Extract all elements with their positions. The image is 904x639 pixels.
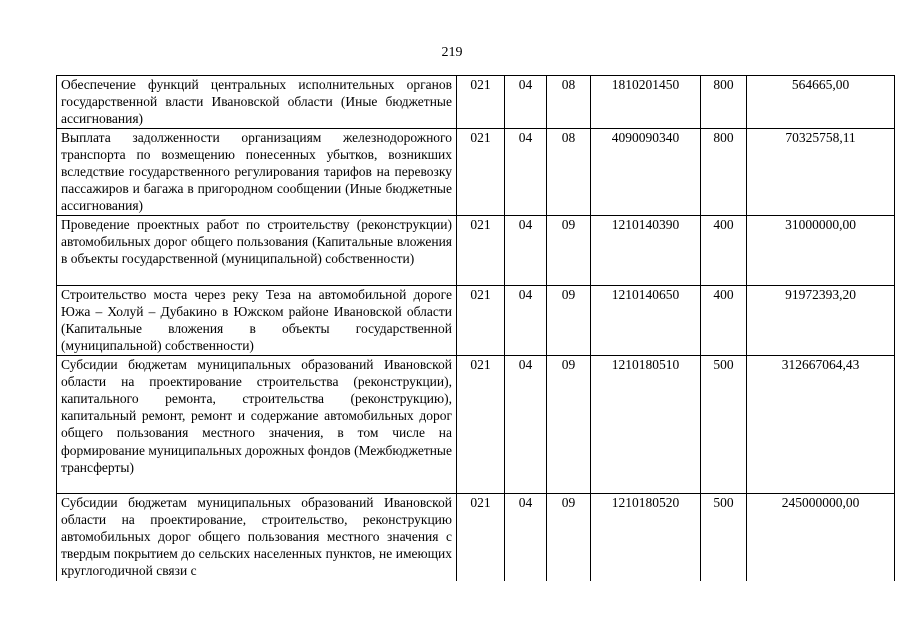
expense-type-code: 400 [701, 215, 747, 285]
row-name: Выплата задолженности организациям железнодорожного транспорта по возмещению понесенных убытков, возникших вследствие государственного регулирования тарифов на перевозку пассажиров и багажа в пригородном сообщении (Иные бюджетные ассигнования) [57, 128, 457, 215]
expense-type-code: 800 [701, 76, 747, 129]
amount: 91972393,20 [747, 285, 895, 355]
target-code: 1210180510 [591, 355, 701, 493]
row-name: Проведение проектных работ по строительству (реконструкции) автомобильных дорог общего пользования (Капитальные вложения в объекты государственной (муниципальной) собственности) [57, 215, 457, 285]
ministry-code: 021 [457, 285, 505, 355]
ministry-code: 021 [457, 493, 505, 581]
ministry-code: 021 [457, 128, 505, 215]
budget-table [56, 75, 895, 581]
target-code: 1210180520 [591, 493, 701, 581]
subsection-code: 08 [547, 76, 591, 129]
row-name: Обеспечение функций центральных исполнительных органов государственной власти Ивановской области (Иные бюджетные ассигнования) [57, 76, 457, 129]
table-row [57, 355, 895, 493]
expense-type-code: 500 [701, 493, 747, 581]
row-name: Строительство моста через реку Теза на автомобильной дороге Южа – Холуй – Дубакино в Южском районе Ивановской области (Капитальные вложения в объекты государственной (муниципальной) собственности) [57, 285, 457, 355]
target-code: 4090090340 [591, 128, 701, 215]
subsection-code: 09 [547, 285, 591, 355]
subsection-code: 09 [547, 215, 591, 285]
subsection-code: 08 [547, 128, 591, 215]
table-row [57, 76, 895, 129]
ministry-code: 021 [457, 355, 505, 493]
ministry-code: 021 [457, 215, 505, 285]
expense-type-code: 800 [701, 128, 747, 215]
table-row [57, 215, 895, 285]
expense-type-code: 500 [701, 355, 747, 493]
amount: 564665,00 [747, 76, 895, 129]
amount: 31000000,00 [747, 215, 895, 285]
table-row [57, 285, 895, 355]
amount: 245000000,00 [747, 493, 895, 581]
subsection-code: 09 [547, 355, 591, 493]
amount: 312667064,43 [747, 355, 895, 493]
section-code: 04 [505, 355, 547, 493]
section-code: 04 [505, 128, 547, 215]
subsection-code: 09 [547, 493, 591, 581]
table-row [57, 128, 895, 215]
row-name: Субсидии бюджетам муниципальных образований Ивановской области на проектирование строительства (реконструкции), капитального ремонта, строительства (реконструкцию), капитальный ремонт, ремонт и содержание автомобильных дорог общего пользования местного значения, в том числе на формирование муниципальных дорожных фондов (Межбюджетные трансферты) [57, 355, 457, 493]
amount: 70325758,11 [747, 128, 895, 215]
section-code: 04 [505, 285, 547, 355]
section-code: 04 [505, 215, 547, 285]
ministry-code: 021 [457, 76, 505, 129]
section-code: 04 [505, 76, 547, 129]
target-code: 1210140650 [591, 285, 701, 355]
table-row [57, 493, 895, 581]
expense-type-code: 400 [701, 285, 747, 355]
target-code: 1810201450 [591, 76, 701, 129]
target-code: 1210140390 [591, 215, 701, 285]
page-number: 219 [441, 45, 463, 60]
section-code: 04 [505, 493, 547, 581]
row-name: Субсидии бюджетам муниципальных образований Ивановской области на проектирование, строительство, реконструкцию автомобильных дорог общего пользования местного значения с твердым покрытием до сельских населенных пунктов, не имеющих круглогодичной связи с [57, 493, 457, 581]
